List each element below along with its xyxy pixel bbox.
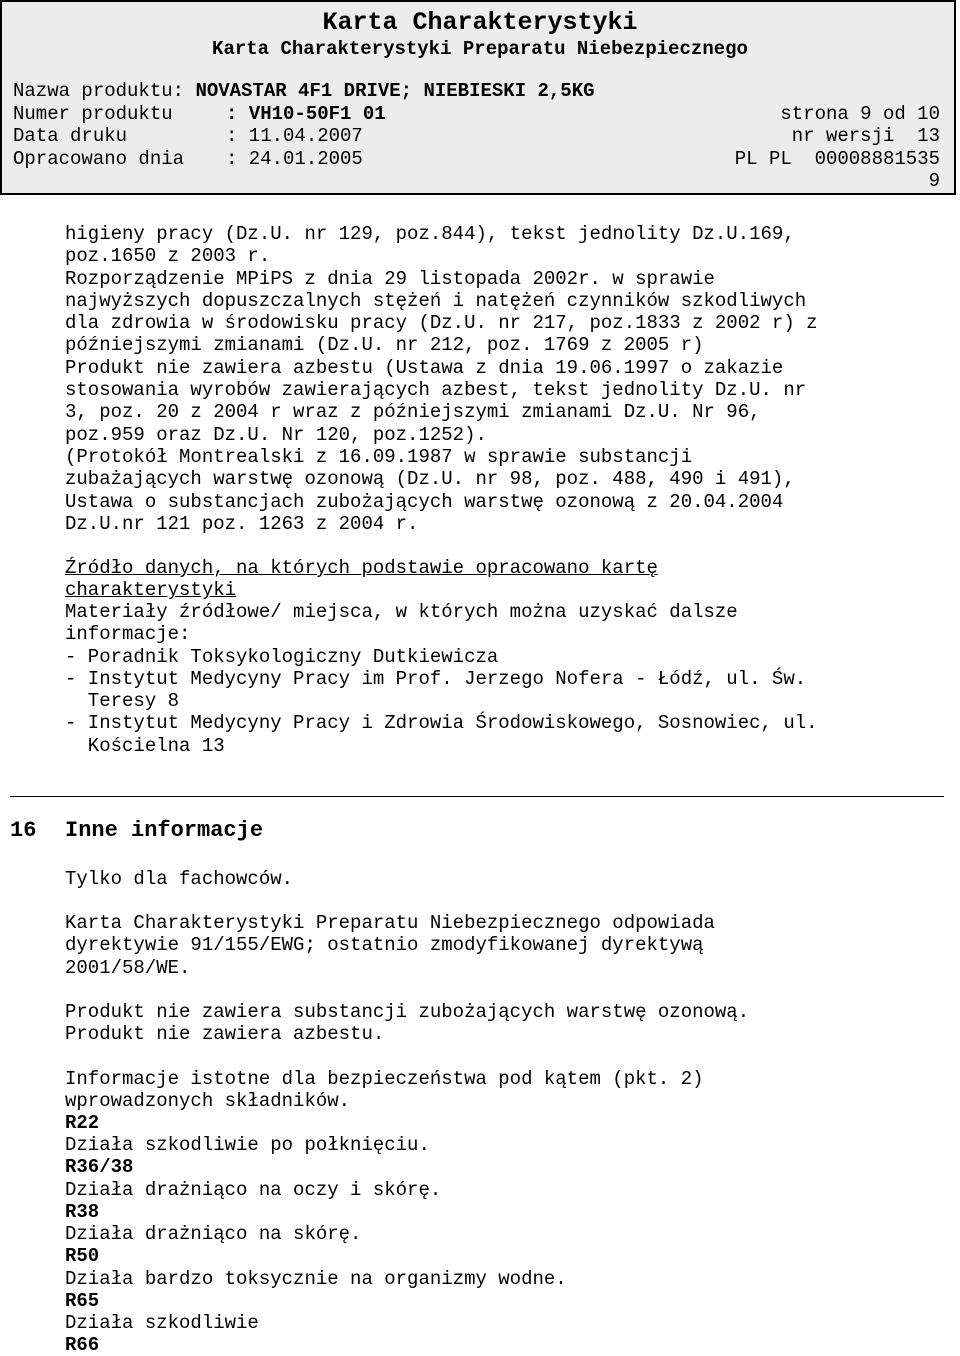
section-number: 16 bbox=[10, 818, 37, 843]
professionals-note: Tylko dla fachowców. bbox=[65, 868, 294, 890]
risk-phrase-code: R36/38 bbox=[65, 1156, 134, 1178]
product-name-row bbox=[13, 80, 595, 102]
document-title: Karta Charakterystyki bbox=[322, 8, 638, 37]
version-number: nr wersji 13 bbox=[791, 125, 940, 147]
section-divider bbox=[10, 796, 944, 797]
risk-phrase-text: Działa szkodliwie po połknięciu. bbox=[65, 1134, 430, 1156]
risk-phrase-text: Działa szkodliwie bbox=[65, 1312, 259, 1334]
product-number-label: Numer produktu bbox=[13, 103, 173, 125]
risk-phrase-text: Działa bardzo toksycznie na organizmy wodne. bbox=[65, 1268, 567, 1290]
prepared-date-value: : 24.01.2005 bbox=[226, 148, 363, 170]
risk-phrase-text: Działa drażniąco na skórę. bbox=[65, 1223, 362, 1245]
risk-phrase-text: Działa drażniąco na oczy i skórę. bbox=[65, 1179, 442, 1201]
print-date-row bbox=[13, 125, 363, 147]
risk-phrase-code: R38 bbox=[65, 1201, 100, 1223]
print-date-label: Data druku bbox=[13, 125, 128, 147]
risk-phrase-code: R22 bbox=[65, 1112, 100, 1134]
risk-phrase-code: R66 bbox=[65, 1334, 100, 1356]
print-date-value: : 11.04.2007 bbox=[226, 125, 363, 147]
page-tail-number: 9 bbox=[928, 170, 940, 192]
product-name-label: Nazwa produktu: bbox=[13, 80, 185, 102]
prepared-date-row bbox=[13, 148, 363, 170]
directive-text: Karta Charakterystyki Preparatu Niebezpiecznego odpowiada dyrektywie 91/155/EWG; ostatnio zmodyfikowanej dyrektywą 2001/58/WE. bbox=[65, 912, 715, 979]
product-number-row bbox=[13, 103, 386, 125]
document-subtitle: Karta Charakterystyki Preparatu Niebezpiecznego bbox=[212, 38, 748, 60]
product-number-value: : VH10-50F1 01 bbox=[226, 103, 386, 125]
section-title: Inne informacje bbox=[65, 818, 264, 843]
prepared-date-label: Opracowano dnia bbox=[13, 148, 185, 170]
statements-text: Produkt nie zawiera substancji zubożających warstwę ozonową. Produkt nie zawiera azbestu. bbox=[65, 1001, 750, 1046]
product-name-value: NOVASTAR 4F1 DRIVE; NIEBIESKI 2,5KG bbox=[195, 80, 595, 102]
risk-phrase-code: R65 bbox=[65, 1290, 100, 1312]
sources-text: Materiały źródłowe/ miejsca, w których można uzyskać dalsze informacje: - Poradnik Toksykologiczny Dutkiewicza - Instytut Medycyny Pracy im Prof. Jerzego Nofera - Łódź, ul. Św. Teresy 8 - Instytut Medycyny Pracy i Zdrowia Środowiskowego, Sosnowiec, ul. Kościelna 13 bbox=[65, 601, 818, 757]
safety-info-text: Informacje istotne dla bezpieczeństwa pod kątem (pkt. 2) wprowadzonych składników. bbox=[65, 1068, 704, 1113]
page-number: strona 9 od 10 bbox=[780, 103, 940, 125]
sources-heading: Źródło danych, na których podstawie opracowano kartę charakterystyki bbox=[65, 557, 658, 602]
risk-phrase-code: R50 bbox=[65, 1245, 100, 1267]
document-code: PL PL 00008881535 bbox=[734, 148, 940, 170]
legislation-text: higieny pracy (Dz.U. nr 129, poz.844), tekst jednolity Dz.U.169, poz.1650 z 2003 r. Rozporządzenie MPiPS z dnia 29 listopada 2002r. w sprawie najwyższych dopuszczalnych stężeń i natężeń czynników szkodliwych dla zdrowia w środowisku pracy (Dz.U. nr 217, poz.1833 z 2002 r) z późniejszymi zmianami (Dz.U. nr 212, poz. 1769 z 2005 r) Produkt nie zawiera azbestu (Ustawa z dnia 19.06.1997 o zakazie stosowania wyrobów zawierających azbest, tekst jednolity Dz.U. nr 3, poz. 20 z 2004 r wraz z późniejszymi zmianami Dz.U. Nr 96, poz.959 oraz Dz.U. Nr 120, poz.1252). (Protokół Montrealski z 16.09.1987 w sprawie substancji zubażających warstwę ozonową (Dz.U. nr 98, poz. 488, 490 i 491), Ustawa o substancjach zubożających warstwę ozonową z 20.04.2004 Dz.U.nr 121 poz. 1263 z 2004 r. bbox=[65, 223, 818, 535]
document-header bbox=[0, 0, 956, 195]
